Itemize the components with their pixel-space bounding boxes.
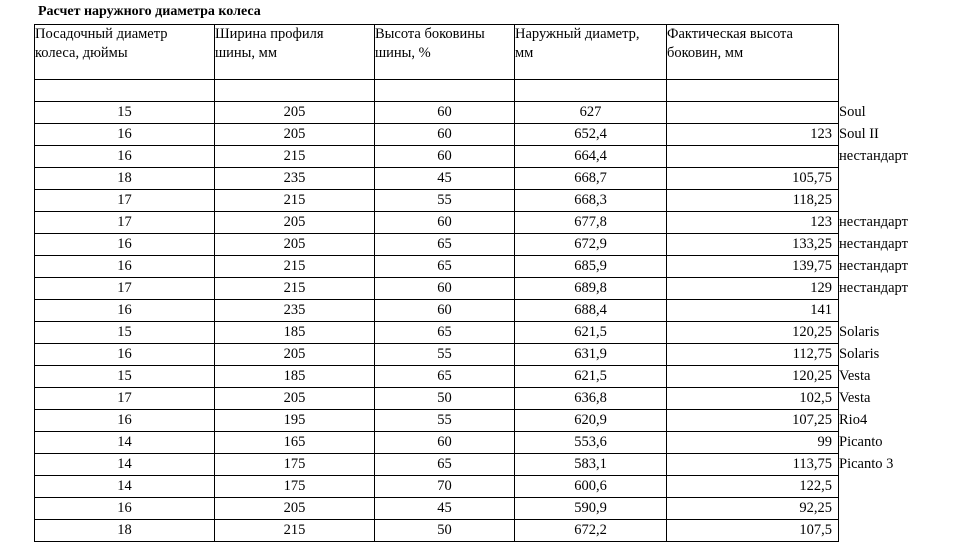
cell-outer-diameter: 627 [515,102,667,124]
table-row [35,344,909,366]
header-line-2: шины, мм [215,45,278,61]
cell-actual-sidewall: 105,75 [667,168,839,190]
cell-note: Solaris [839,345,880,362]
cell-aspect-ratio: 70 [375,476,515,498]
cell-tire-width: 195 [215,410,375,432]
table-row [35,476,909,498]
cell-rim-diameter: 14 [35,476,215,498]
header-line-2: боковин, мм [667,45,744,61]
cell-note [839,190,909,212]
cell-note: нестандарт [839,147,908,164]
cell-actual-sidewall: 141 [667,300,839,322]
cell-actual-sidewall: 123 [667,124,839,146]
cell-aspect-ratio: 60 [375,124,515,146]
cell-aspect-ratio: 60 [375,278,515,300]
cell-actual-sidewall: 133,25 [667,234,839,256]
cell-note: Vesta [839,389,871,406]
cell-tire-width: 185 [215,322,375,344]
header-row [35,25,909,80]
cell-aspect-ratio: 65 [375,454,515,476]
cell-note [839,498,909,520]
cell-actual-sidewall: 113,75 [667,454,839,476]
cell-outer-diameter: 583,1 [515,454,667,476]
cell-aspect-ratio: 60 [375,432,515,454]
table-row [35,124,909,146]
table-row [35,212,909,234]
page-title: Расчет наружного диаметра колеса [38,4,261,19]
table-row [35,388,909,410]
spacer-cell [515,80,667,102]
cell-outer-diameter: 631,9 [515,344,667,366]
cell-rim-diameter: 17 [35,212,215,234]
cell-rim-diameter: 17 [35,388,215,410]
cell-actual-sidewall: 107,25 [667,410,839,432]
cell-note [839,476,909,498]
cell-rim-diameter: 18 [35,520,215,542]
spacer-cell [667,80,839,102]
cell-aspect-ratio: 60 [375,300,515,322]
table-row [35,234,909,256]
cell-actual-sidewall [667,102,839,124]
cell-note: нестандарт [839,213,908,230]
header-line-1: Высота боковины [375,26,485,42]
table-header [35,25,909,80]
cell-tire-width: 205 [215,102,375,124]
table-row [35,190,909,212]
table-row [35,498,909,520]
cell-aspect-ratio: 45 [375,498,515,520]
table-row [35,432,909,454]
header-line-1: Ширина профиля [215,26,324,42]
cell-outer-diameter: 620,9 [515,410,667,432]
table-row [35,146,909,168]
cell-outer-diameter: 600,6 [515,476,667,498]
column-header-tire-width [215,25,375,80]
cell-outer-diameter: 672,2 [515,520,667,542]
cell-aspect-ratio: 60 [375,102,515,124]
cell-aspect-ratio: 60 [375,212,515,234]
cell-actual-sidewall: 139,75 [667,256,839,278]
cell-note: Picanto [839,433,883,450]
cell-note: Rio4 [839,411,868,428]
cell-rim-diameter: 17 [35,278,215,300]
table-row [35,300,909,322]
cell-tire-width: 235 [215,300,375,322]
cell-aspect-ratio: 50 [375,388,515,410]
cell-rim-diameter: 16 [35,146,215,168]
cell-aspect-ratio: 55 [375,190,515,212]
cell-actual-sidewall: 120,25 [667,322,839,344]
cell-note: Picanto 3 [839,455,894,472]
cell-outer-diameter: 689,8 [515,278,667,300]
cell-rim-diameter: 14 [35,454,215,476]
cell-tire-width: 205 [215,388,375,410]
cell-note: нестандарт [839,279,908,296]
cell-actual-sidewall: 129 [667,278,839,300]
cell-actual-sidewall: 120,25 [667,366,839,388]
cell-outer-diameter: 553,6 [515,432,667,454]
cell-note: Vesta [839,367,871,384]
cell-actual-sidewall: 122,5 [667,476,839,498]
wheel-diameter-table [34,24,909,542]
cell-outer-diameter: 636,8 [515,388,667,410]
cell-outer-diameter: 688,4 [515,300,667,322]
cell-actual-sidewall: 123 [667,212,839,234]
cell-rim-diameter: 14 [35,432,215,454]
cell-actual-sidewall: 112,75 [667,344,839,366]
spacer-cell [35,80,215,102]
cell-aspect-ratio: 65 [375,366,515,388]
cell-rim-diameter: 15 [35,366,215,388]
cell-tire-width: 205 [215,212,375,234]
cell-outer-diameter: 672,9 [515,234,667,256]
cell-tire-width: 205 [215,124,375,146]
header-line-2: мм [515,45,534,61]
spacer-note-cell [839,80,909,102]
cell-tire-width: 205 [215,344,375,366]
table-row [35,366,909,388]
cell-outer-diameter: 668,7 [515,168,667,190]
cell-tire-width: 165 [215,432,375,454]
cell-actual-sidewall: 107,5 [667,520,839,542]
column-header-aspect-ratio [375,25,515,80]
cell-rim-diameter: 18 [35,168,215,190]
cell-note: Soul [839,103,866,120]
table-body [35,80,909,542]
cell-aspect-ratio: 65 [375,256,515,278]
cell-tire-width: 215 [215,278,375,300]
table-row [35,520,909,542]
cell-outer-diameter: 652,4 [515,124,667,146]
table-row [35,454,909,476]
column-header-actual-sidewall [667,25,839,80]
cell-rim-diameter: 16 [35,234,215,256]
cell-rim-diameter: 16 [35,300,215,322]
cell-aspect-ratio: 50 [375,520,515,542]
cell-note: нестандарт [839,235,908,252]
cell-actual-sidewall: 102,5 [667,388,839,410]
table-row [35,102,909,124]
cell-rim-diameter: 16 [35,498,215,520]
cell-aspect-ratio: 65 [375,322,515,344]
cell-outer-diameter: 668,3 [515,190,667,212]
cell-aspect-ratio: 65 [375,234,515,256]
column-header-outer-diameter [515,25,667,80]
cell-outer-diameter: 621,5 [515,322,667,344]
cell-rim-diameter: 16 [35,410,215,432]
cell-note [839,520,909,542]
header-line-1: Наружный диаметр, [515,26,640,42]
cell-rim-diameter: 16 [35,124,215,146]
header-line-2: колеса, дюймы [35,45,128,61]
cell-actual-sidewall: 92,25 [667,498,839,520]
spacer-cell [375,80,515,102]
cell-tire-width: 205 [215,498,375,520]
cell-outer-diameter: 664,4 [515,146,667,168]
cell-outer-diameter: 677,8 [515,212,667,234]
header-line-2: шины, % [375,45,431,61]
cell-tire-width: 175 [215,476,375,498]
cell-tire-width: 215 [215,146,375,168]
cell-note: Solaris [839,323,880,340]
column-header-note [839,25,909,80]
cell-note [839,168,909,190]
cell-tire-width: 215 [215,256,375,278]
cell-tire-width: 215 [215,190,375,212]
table-row [35,410,909,432]
cell-rim-diameter: 15 [35,322,215,344]
cell-note [839,300,909,322]
table-row [35,322,909,344]
cell-outer-diameter: 685,9 [515,256,667,278]
cell-aspect-ratio: 55 [375,344,515,366]
cell-tire-width: 235 [215,168,375,190]
cell-tire-width: 215 [215,520,375,542]
cell-tire-width: 175 [215,454,375,476]
cell-actual-sidewall: 118,25 [667,190,839,212]
spacer-row [35,80,909,102]
cell-note: нестандарт [839,257,908,274]
column-header-rim-diameter [35,25,215,80]
cell-aspect-ratio: 60 [375,146,515,168]
cell-rim-diameter: 16 [35,344,215,366]
cell-actual-sidewall [667,146,839,168]
cell-outer-diameter: 590,9 [515,498,667,520]
table-row [35,278,909,300]
cell-note: Soul II [839,125,879,142]
cell-aspect-ratio: 45 [375,168,515,190]
cell-rim-diameter: 17 [35,190,215,212]
header-line-1: Посадочный диаметр [35,26,168,42]
table-row [35,168,909,190]
cell-tire-width: 205 [215,234,375,256]
cell-tire-width: 185 [215,366,375,388]
cell-actual-sidewall: 99 [667,432,839,454]
cell-outer-diameter: 621,5 [515,366,667,388]
cell-rim-diameter: 15 [35,102,215,124]
table-row [35,256,909,278]
spacer-cell [215,80,375,102]
cell-aspect-ratio: 55 [375,410,515,432]
cell-rim-diameter: 16 [35,256,215,278]
header-line-1: Фактическая высота [667,26,793,42]
